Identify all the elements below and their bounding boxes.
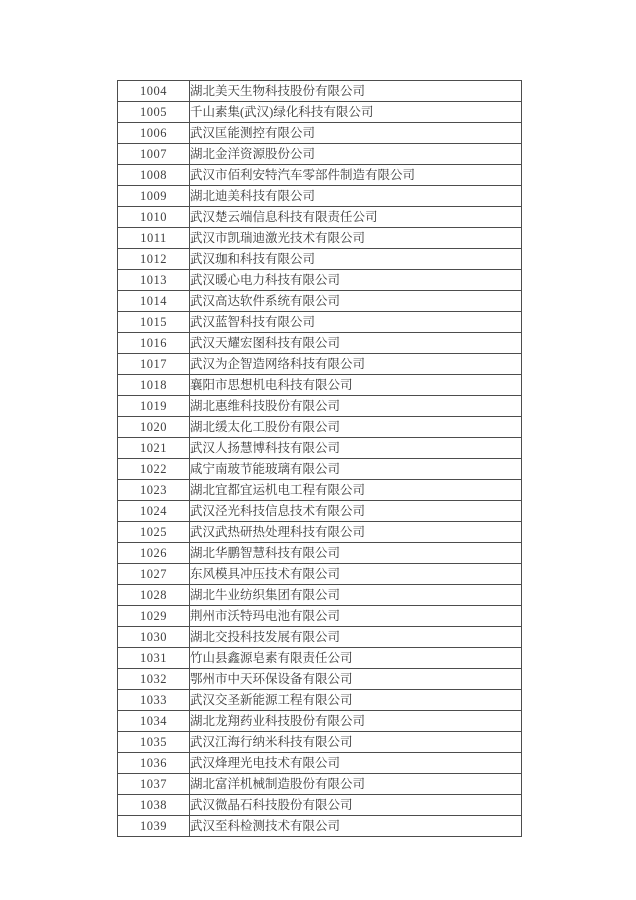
table-row xyxy=(118,795,522,816)
row-serial-number: 1017 xyxy=(118,354,190,375)
table-row xyxy=(118,543,522,564)
row-serial-number: 1028 xyxy=(118,585,190,606)
table-row xyxy=(118,711,522,732)
row-company-name: 湖北宜都宜运机电工程有限公司 xyxy=(190,480,522,501)
table-row xyxy=(118,480,522,501)
table-row xyxy=(118,459,522,480)
row-company-name: 武汉人扬慧博科技有限公司 xyxy=(190,438,522,459)
row-serial-number: 1011 xyxy=(118,228,190,249)
row-company-name: 荆州市沃特玛电池有限公司 xyxy=(190,606,522,627)
table-row xyxy=(118,564,522,585)
row-serial-number: 1014 xyxy=(118,291,190,312)
row-serial-number: 1037 xyxy=(118,774,190,795)
row-company-name: 武汉市凯瑞迪激光技术有限公司 xyxy=(190,228,522,249)
row-serial-number: 1024 xyxy=(118,501,190,522)
row-serial-number: 1010 xyxy=(118,207,190,228)
table-row xyxy=(118,123,522,144)
row-serial-number: 1015 xyxy=(118,312,190,333)
table-row xyxy=(118,312,522,333)
table-row xyxy=(118,606,522,627)
row-serial-number: 1005 xyxy=(118,102,190,123)
row-serial-number: 1031 xyxy=(118,648,190,669)
row-serial-number: 1023 xyxy=(118,480,190,501)
company-table-body xyxy=(118,81,522,837)
row-company-name: 湖北交投科技发展有限公司 xyxy=(190,627,522,648)
row-serial-number: 1006 xyxy=(118,123,190,144)
table-row xyxy=(118,732,522,753)
row-company-name: 咸宁南玻节能玻璃有限公司 xyxy=(190,459,522,480)
row-serial-number: 1027 xyxy=(118,564,190,585)
row-company-name: 武汉为企智造网络科技有限公司 xyxy=(190,354,522,375)
row-serial-number: 1013 xyxy=(118,270,190,291)
row-company-name: 武汉高达软件系统有限公司 xyxy=(190,291,522,312)
row-company-name: 武汉江海行纳米科技有限公司 xyxy=(190,732,522,753)
row-company-name: 武汉微晶石科技股份有限公司 xyxy=(190,795,522,816)
table-row xyxy=(118,333,522,354)
row-serial-number: 1016 xyxy=(118,333,190,354)
row-company-name: 武汉暖心电力科技有限公司 xyxy=(190,270,522,291)
row-company-name: 湖北牛业纺织集团有限公司 xyxy=(190,585,522,606)
row-company-name: 武汉至科检测技术有限公司 xyxy=(190,816,522,837)
company-list-table xyxy=(117,80,522,837)
row-company-name: 襄阳市思想机电科技有限公司 xyxy=(190,375,522,396)
row-serial-number: 1018 xyxy=(118,375,190,396)
table-row xyxy=(118,228,522,249)
table-row xyxy=(118,81,522,102)
table-row xyxy=(118,102,522,123)
row-company-name: 湖北美天生物科技股份有限公司 xyxy=(190,81,522,102)
table-row xyxy=(118,522,522,543)
row-serial-number: 1020 xyxy=(118,417,190,438)
row-serial-number: 1032 xyxy=(118,669,190,690)
table-row xyxy=(118,627,522,648)
table-row xyxy=(118,753,522,774)
table-row xyxy=(118,165,522,186)
row-company-name: 武汉烽理光电技术有限公司 xyxy=(190,753,522,774)
row-company-name: 武汉交圣新能源工程有限公司 xyxy=(190,690,522,711)
row-serial-number: 1038 xyxy=(118,795,190,816)
row-serial-number: 1004 xyxy=(118,81,190,102)
row-company-name: 武汉蓝智科技有限公司 xyxy=(190,312,522,333)
table-row xyxy=(118,774,522,795)
table-row xyxy=(118,207,522,228)
row-serial-number: 1021 xyxy=(118,438,190,459)
row-company-name: 武汉匡能测控有限公司 xyxy=(190,123,522,144)
table-row xyxy=(118,417,522,438)
table-row xyxy=(118,648,522,669)
table-row xyxy=(118,585,522,606)
row-company-name: 武汉泾光科技信息技术有限公司 xyxy=(190,501,522,522)
row-serial-number: 1029 xyxy=(118,606,190,627)
row-serial-number: 1030 xyxy=(118,627,190,648)
table-row xyxy=(118,249,522,270)
row-serial-number: 1012 xyxy=(118,249,190,270)
row-serial-number: 1036 xyxy=(118,753,190,774)
row-serial-number: 1039 xyxy=(118,816,190,837)
row-serial-number: 1033 xyxy=(118,690,190,711)
table-row xyxy=(118,501,522,522)
row-serial-number: 1025 xyxy=(118,522,190,543)
table-row xyxy=(118,144,522,165)
row-company-name: 湖北缓太化工股份有限公司 xyxy=(190,417,522,438)
row-serial-number: 1035 xyxy=(118,732,190,753)
table-row xyxy=(118,375,522,396)
row-company-name: 千山素集(武汉)绿化科技有限公司 xyxy=(190,102,522,123)
row-serial-number: 1007 xyxy=(118,144,190,165)
row-company-name: 武汉楚云端信息科技有限责任公司 xyxy=(190,207,522,228)
row-serial-number: 1019 xyxy=(118,396,190,417)
table-row xyxy=(118,396,522,417)
row-company-name: 湖北龙翔药业科技股份有限公司 xyxy=(190,711,522,732)
row-company-name: 湖北惠维科技股份有限公司 xyxy=(190,396,522,417)
row-company-name: 武汉市佰利安特汽车零部件制造有限公司 xyxy=(190,165,522,186)
table-row xyxy=(118,186,522,207)
table-row xyxy=(118,438,522,459)
table-row xyxy=(118,816,522,837)
row-company-name: 武汉天耀宏图科技有限公司 xyxy=(190,333,522,354)
row-company-name: 武汉珈和科技有限公司 xyxy=(190,249,522,270)
row-company-name: 湖北金洋资源股份公司 xyxy=(190,144,522,165)
row-serial-number: 1026 xyxy=(118,543,190,564)
row-serial-number: 1009 xyxy=(118,186,190,207)
row-company-name: 竹山县鑫源皂素有限责任公司 xyxy=(190,648,522,669)
row-company-name: 东风模具冲压技术有限公司 xyxy=(190,564,522,585)
row-serial-number: 1008 xyxy=(118,165,190,186)
table-row xyxy=(118,354,522,375)
table-row xyxy=(118,270,522,291)
row-company-name: 湖北富洋机械制造股份有限公司 xyxy=(190,774,522,795)
row-company-name: 湖北华鹏智慧科技有限公司 xyxy=(190,543,522,564)
table-row xyxy=(118,291,522,312)
row-serial-number: 1034 xyxy=(118,711,190,732)
row-serial-number: 1022 xyxy=(118,459,190,480)
row-company-name: 鄂州市中天环保设备有限公司 xyxy=(190,669,522,690)
table-row xyxy=(118,690,522,711)
row-company-name: 武汉武热研热处理科技有限公司 xyxy=(190,522,522,543)
table-row xyxy=(118,669,522,690)
row-company-name: 湖北迪美科技有限公司 xyxy=(190,186,522,207)
